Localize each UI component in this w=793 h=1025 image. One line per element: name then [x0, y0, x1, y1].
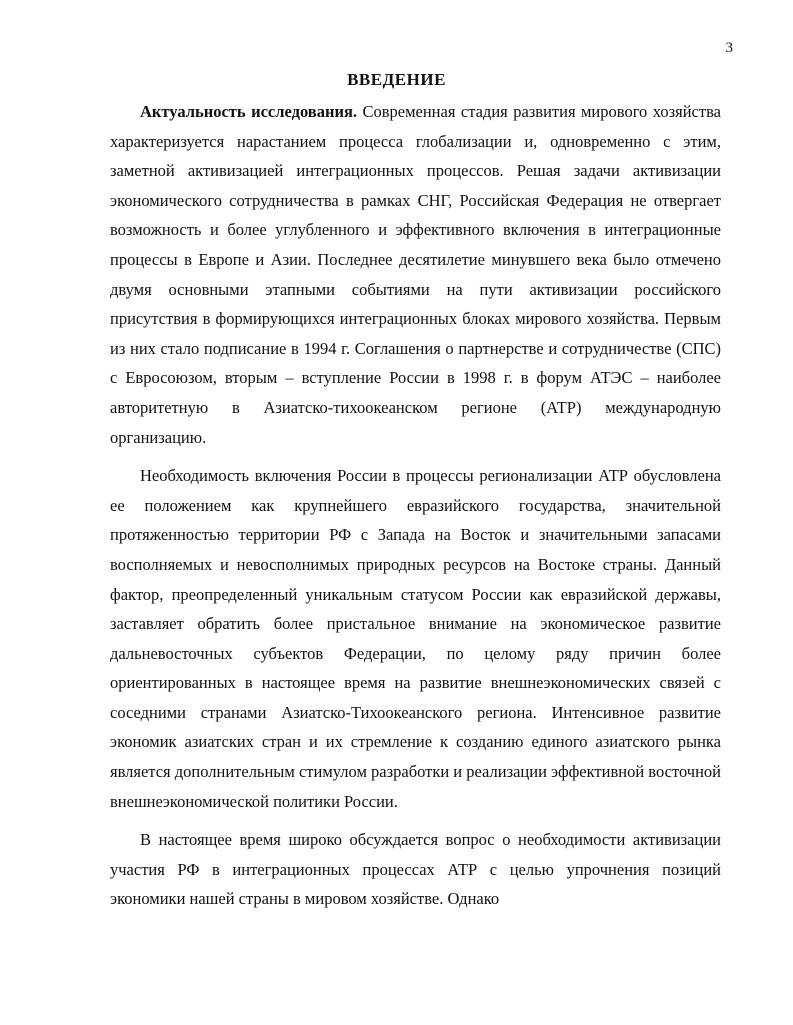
paragraph-text: Необходимость включения России в процессы регионализации АТР обусловлена ее положением как крупнейшего евразийского государства, значительной протяженностью территории РФ с Запада на Восток и значительными запасами восполняемых и невосполнимых природных ресурсов на Востоке страны. Данный фактор, преопределенный уникальным статусом России как евразийской державы, заставляет обратить более пристальное внимание на экономическое развитие дальневосточных субъектов Федерации, по целому ряду причин более ориентированных в настоящее время на развитие внешнеэкономических связей с соседними странами Азиатско-Тихоокеанского региона. Интенсивное развитие экономик азиатских стран и их стремление к созданию единого азиатского рынка является дополнительным стимулом разработки и реализации эффективной восточной внешнеэкономической политики России. — [110, 466, 721, 811]
document-body — [110, 97, 721, 914]
paragraph-current-discussion — [110, 825, 721, 914]
paragraph-relevance — [110, 97, 721, 452]
page-number: 3 — [725, 40, 733, 56]
paragraph-text: В настоящее время широко обсуждается вопрос о необходимости активизации участия РФ в интеграционных процессах АТР с целью упрочнения позиций экономики нашей страны в мировом хозяйстве. Однако — [110, 830, 721, 909]
paragraph-lead-title: Актуальность исследования. — [140, 102, 358, 121]
paragraph-text: Современная стадия развития мирового хозяйства характеризуется нарастанием процесса глобализации и, одновременно с этим, заметной активизацией интеграционных процессов. Решая задачи активизации экономического сотрудничества в рамках СНГ, Российская Федерация не отвергает возможность и более углубленного и эффективного включения в интеграционные процессы в Европе и Азии. Последнее десятилетие минувшего века было отмечено двумя основными этапными событиями на пути активизации российского присутствия в формирующихся интеграционных блоках мирового хозяйства. Первым из них стало подписание в 1994 г. Соглашения о партнерстве и сотрудничестве (СПС) с Евросоюзом, вторым – вступление России в 1998 г. в форум АТЭС – наиболее авторитетную в Азиатско-тихоокеанском регионе (АТР) международную организацию. — [110, 102, 721, 447]
paragraph-necessity — [110, 461, 721, 816]
page-title: ВВЕДЕНИЕ — [347, 70, 446, 89]
